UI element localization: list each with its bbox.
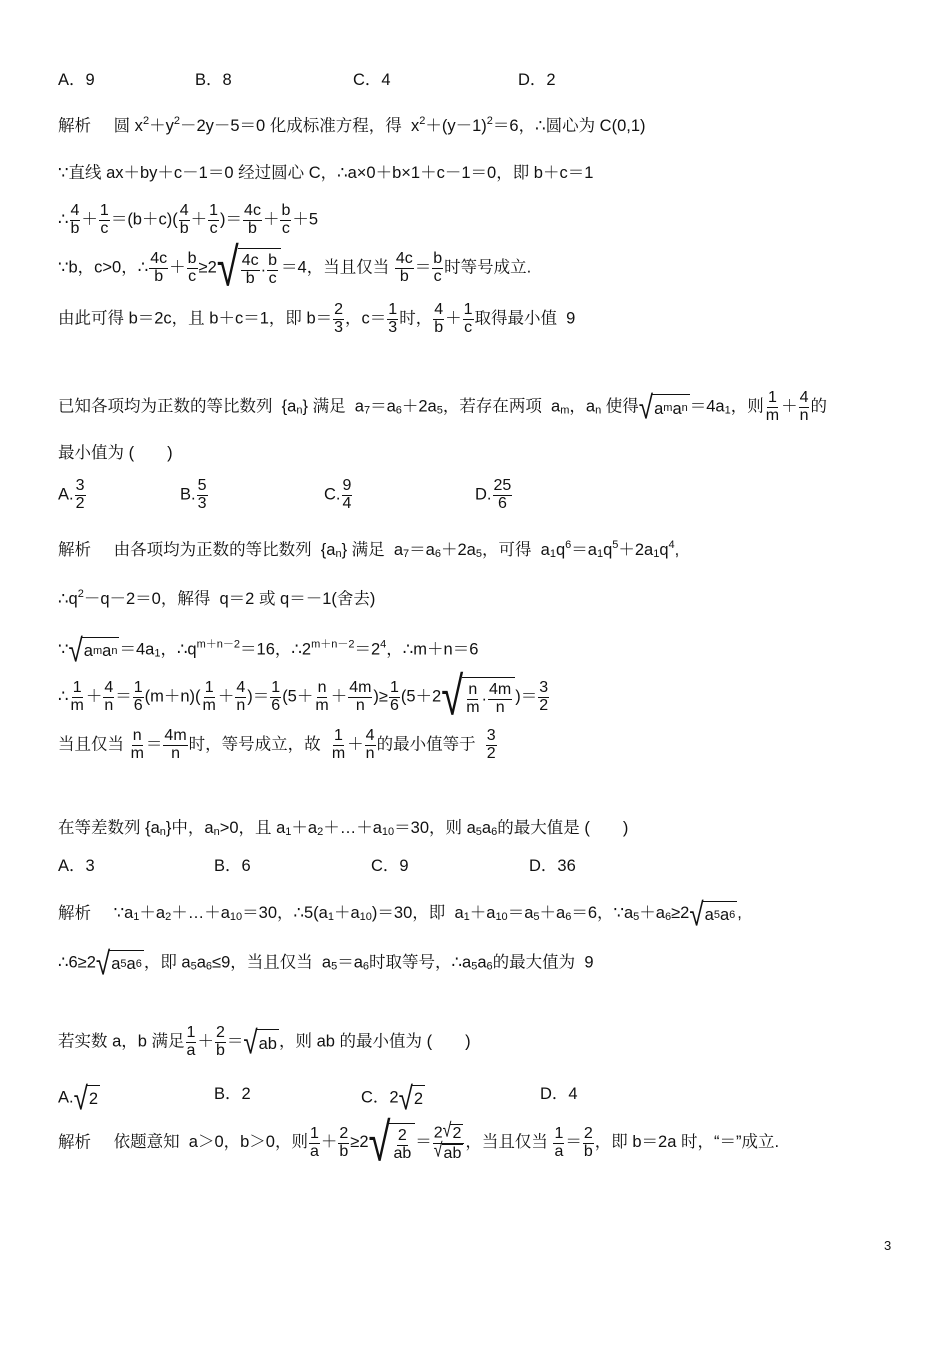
q2-solution-line-1: 解析 $\because a_1+a_2+\dots+a_{10}=30$，$\therefore 5(a_1+a_{10})=30$，即 $a_1+a_{10}=a_5+a_6=6$，$\because a_5+a_6\ge 2$ √ a 5 a 6 , — [58, 895, 742, 933]
q2-option-c: C．9 — [371, 857, 409, 875]
q2-solution-line-2: ∴6≥2 √ a 5 a 6 ，即 $a_5a_6\le 9$，当且仅当 $a_5=a_6$时取等号，$\therefore a_5a_6$的最大值为 9 — [58, 944, 594, 982]
q2-solution-label: 解析 — [58, 904, 91, 923]
q1-solution-line-2: $\therefore q^2-q-2=0$，解得 q＝2 或 q＝－1(舍去) — [58, 588, 376, 608]
q1-solution-label: 解析 — [58, 541, 91, 559]
q2-stem: 在等差数列 $\{a_n\}$中，$a_n>0$，且 $a_1+a_2+\dots+a_{10}=30$，则 $a_5a_6$的最大值是 ( ) — [58, 819, 629, 838]
q1-solution-line-4: ∴ $\frac{1}{m}$ ＋ $\frac{4}{n}$ ＝ $\frac{1}{6}$ (m＋n)( $\frac{1}{m}$ ＋ $\frac{4}{n}$ )＝ $\frac{1}{6}$ (5＋ $\frac{n}{m}$ ＋ $\frac{4m}{n}$ )≥ $\frac{1}{6}$ (5＋2 √ n m · 4m n )＝ $\frac{3}{2}$ — [58, 667, 549, 727]
q1-option-b: B. $\frac{5}{3}$ — [180, 477, 207, 512]
q3-option-c: C．2 √ 2 — [361, 1079, 424, 1117]
q3-stem: 若实数 a，b 满足 $\frac{1}{a}$ ＋ $\frac{2}{b}$ ＝ √ ab ，则 ab 的最小值为 ( ) — [58, 1023, 471, 1062]
q3-solution-label: 解析 — [58, 1133, 91, 1152]
q1-stem-line-1: 已知各项均为正数的等比数列 $\{a_n\}$ 满足 $a_7=a_6+2a_5$，若存在两项 $a_m$，$a_n$ 使得 √ a m a n $=4a_1$，则 $\frac{1}{m}$ ＋ $\frac{4}{n}$ 的 — [58, 388, 827, 427]
q0-solution-line-2: ∵直线 ax＋by＋c－1＝0 经过圆心 C，∴a×0＋b×1＋c－1＝0，即 b＋c＝1 — [58, 164, 594, 182]
q2-option-b: B．6 — [214, 857, 251, 875]
q3-option-d: D．4 — [540, 1085, 578, 1103]
q1-stem-line-2: 最小值为 ( ) — [58, 444, 173, 462]
q0-solution-label: 解析 — [58, 117, 91, 135]
q1-solution-line-3: ∵ √ a m a n $=4a_1$，$\therefore q^{m+n-2}=16$，$\therefore 2^{m+n-2}=2^4$，∴m＋n＝6 — [58, 631, 479, 669]
page-number: 3 — [884, 1238, 892, 1253]
q0-solution-line-5: 由此可得 b＝2c，且 b＋c＝1，即 b＝ $\frac{2}{3}$ ，c＝ $\frac{1}{3}$ 时， $\frac{4}{b}$ ＋ $\frac{1}{c}$ 取得最小值 9 — [58, 301, 576, 336]
q1-option-a: A. $\frac{3}{2}$ — [58, 477, 85, 512]
q0-solution-line-4: ∵b，c>0，∴ $\frac{4c}{b}$ ＋ $\frac{b}{c}$ ≥2 √ 4c b · b c ＝4，当且仅当 $\frac{4c}{b}$ ＝ $\frac{b}{c}$ 时等号成立. — [58, 238, 532, 298]
q0-option-b: B．8 — [195, 71, 232, 89]
q1-solution-line-1: 解析 由各项均为正数的等比数列 $\{a_n\}$ 满足 $a_7=a_6+2a_5$，可得 $a_1q^6=a_1q^5+2a_1q^4$, — [58, 539, 680, 560]
q0-option-a: A．9 — [58, 71, 95, 89]
q0-solution-line-3: ∴ $\frac{4}{b}$ ＋ $\frac{1}{c}$ ＝(b＋c)( $\frac{4}{b}$ ＋ $\frac{1}{c}$ )＝ $\frac{4c}{b}$ ＋ $\frac{b}{c}$ ＋5 — [58, 202, 319, 237]
q0-option-c: C．4 — [353, 71, 391, 89]
q1-option-c: C. $\frac{9}{4}$ — [324, 477, 352, 512]
q0-solution-line-1: 解析 圆 $x^2+y^2-2y-5=0$ 化成标准方程，得 $x^2+(y-1)^2=6$，∴圆心为 C(0,1) — [58, 115, 646, 135]
q1-solution-line-5: 当且仅当 $\frac{n}{m}$ ＝ $\frac{4m}{n}$ 时，等号成立，故 $\frac{1}{m}$ ＋ $\frac{4}{n}$ 的最小值等于 $\frac{3}{2}$ — [58, 727, 496, 762]
q1-option-d: D. $\frac{25}{6}$ — [475, 477, 512, 512]
q2-option-a: A．3 — [58, 857, 95, 875]
q3-option-b: B．2 — [214, 1085, 251, 1103]
q3-solution-line-1: 解析 依题意知 a＞0，b＞0，则 $\frac{1}{a}$ ＋ $\frac{2}{b}$ ≥2 √ 2 ab ＝ 2 √ 2 √ ab ，当且仅当 $\frac{1}{a}$ ＝ $\frac{2}{b}$ ，即 b＝2a 时，“＝”成立. — [58, 1113, 780, 1173]
q0-option-d: D．2 — [518, 71, 556, 89]
q2-option-d: D．36 — [529, 857, 576, 875]
q3-option-a: A. √ 2 — [58, 1079, 99, 1117]
